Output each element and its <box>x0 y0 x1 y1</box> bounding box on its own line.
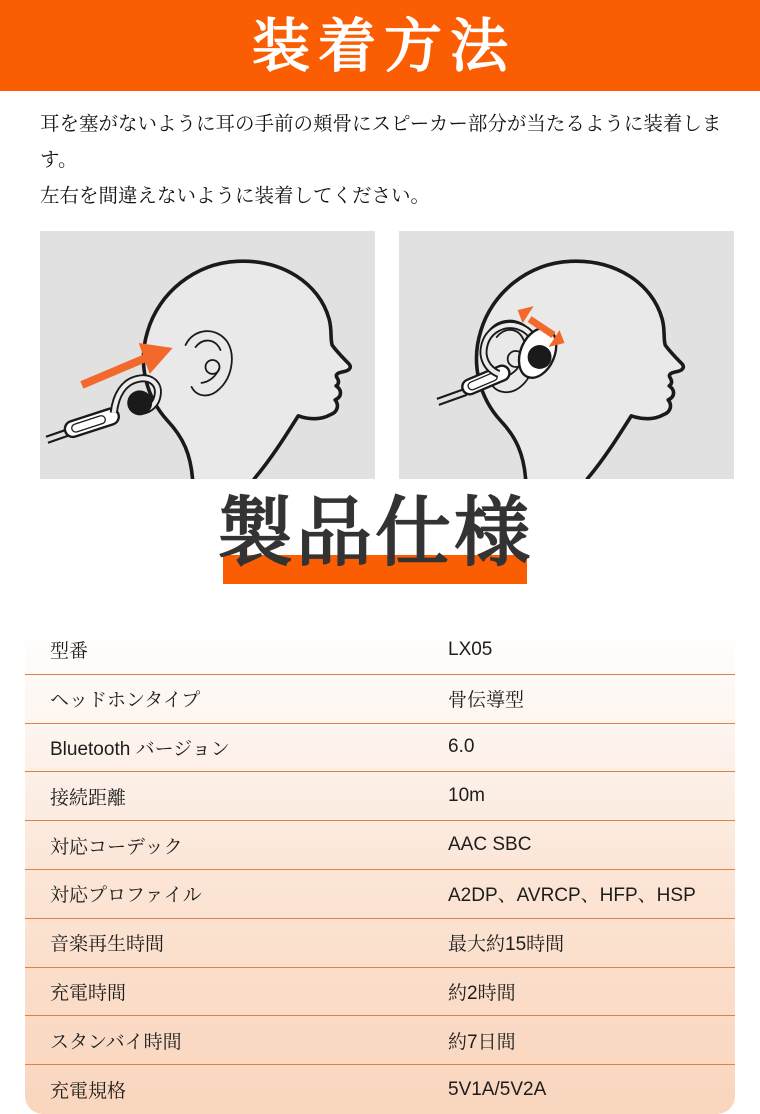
earphone-illustration <box>46 378 158 442</box>
intro-line-1: 耳を塞がないように耳の手前の頬骨にスピーカー部分が当たるように装着します。 <box>40 113 722 171</box>
spec-row-profiles <box>25 870 735 919</box>
illustration-insert-svg <box>40 231 375 479</box>
spec-value: 6.0 <box>448 736 475 758</box>
spec-label: Bluetooth バージョン <box>50 738 230 760</box>
spec-label: 充電時間 <box>50 982 127 1004</box>
spec-section-title: 製品仕様 <box>217 488 533 577</box>
spec-label: 接続距離 <box>50 787 127 809</box>
spec-row-playback-time <box>25 919 735 968</box>
head-profile <box>143 261 350 478</box>
spec-label: 音楽再生時間 <box>50 934 165 956</box>
spec-row-charge-time <box>25 968 735 1017</box>
wearing-illustrations <box>40 231 734 479</box>
spec-label: スタンバイ時間 <box>50 1031 182 1053</box>
speaker-dot <box>127 390 152 415</box>
illustration-worn-svg <box>399 231 734 479</box>
spec-row-standby-time <box>25 1016 735 1065</box>
spec-row-bluetooth-version <box>25 724 735 773</box>
spec-label: 充電規格 <box>50 1081 127 1103</box>
spec-label: 対応コーデック <box>50 836 183 858</box>
illustration-worn-panel <box>399 231 734 479</box>
spec-value: 約2時間 <box>448 982 516 1004</box>
intro-line-2: 左右を間違えないように装着してください。 <box>40 185 431 207</box>
spec-value: AAC SBC <box>448 834 532 856</box>
speaker-dot <box>528 345 552 369</box>
spec-value: LX05 <box>448 638 493 660</box>
intro-text <box>40 106 730 214</box>
illustration-insert-panel <box>40 231 375 479</box>
spec-table <box>25 626 735 1114</box>
spec-row-charge-spec <box>25 1065 735 1114</box>
spec-row-connection-range <box>25 772 735 821</box>
spec-value: 10m <box>448 785 485 807</box>
spec-section-header <box>0 479 760 596</box>
spec-label: 型番 <box>50 641 89 663</box>
spec-row-codec <box>25 821 735 870</box>
spec-value: 骨伝導型 <box>448 690 525 712</box>
banner-title: 装着方法 <box>251 11 516 80</box>
spec-row-model <box>25 626 735 675</box>
spec-row-headphone-type <box>25 675 735 724</box>
spec-value: A2DP、AVRCP、HFP、HSP <box>448 885 696 907</box>
spec-value: 5V1A/5V2A <box>448 1078 547 1100</box>
spec-label: ヘッドホンタイプ <box>50 690 201 712</box>
spec-value: 最大約15時間 <box>448 934 565 956</box>
section-banner-wearing-method <box>0 0 760 91</box>
spec-value: 約7日間 <box>448 1031 516 1053</box>
spec-label: 対応プロファイル <box>50 885 202 907</box>
